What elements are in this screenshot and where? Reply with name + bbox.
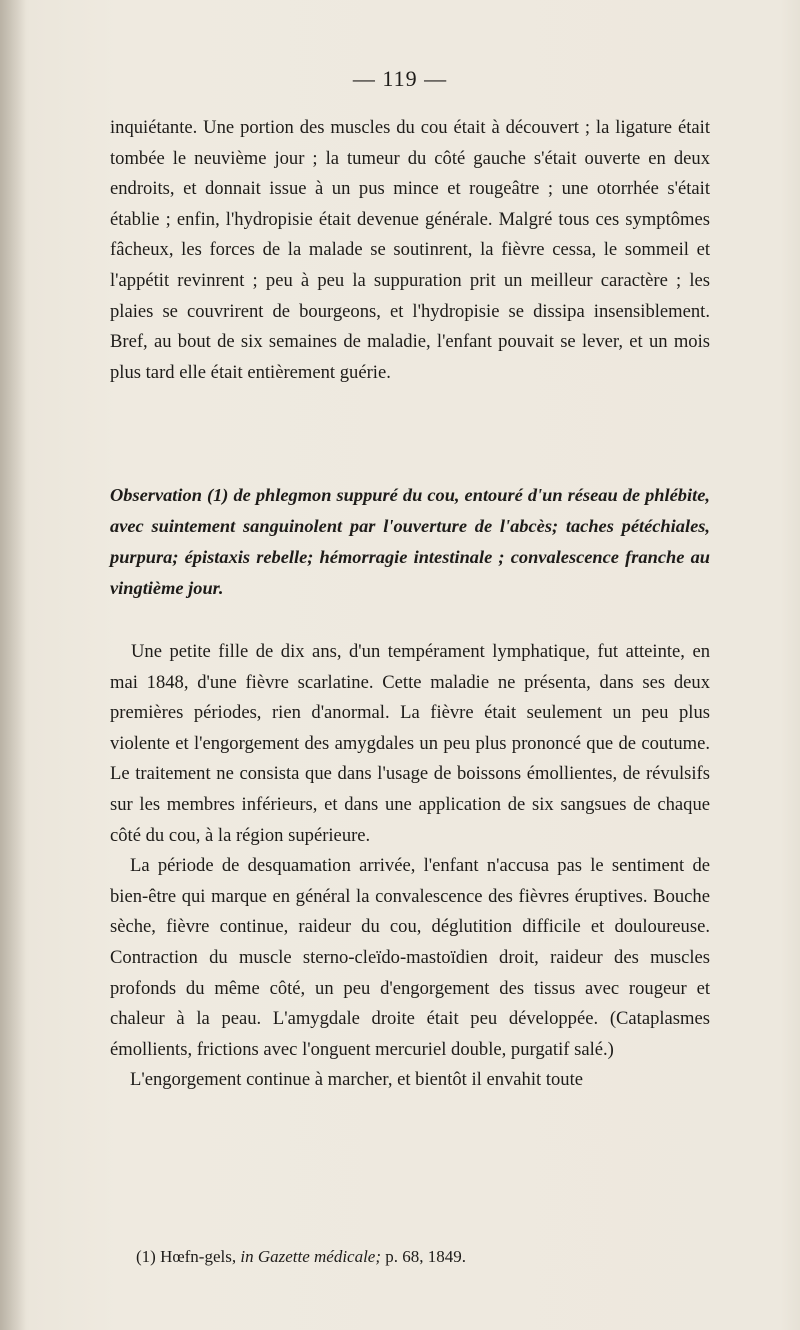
page-number: — 119 — <box>352 66 448 91</box>
footnote-marker: (1) <box>136 1247 156 1266</box>
footnote-author: Hœfn-gels, <box>160 1247 237 1266</box>
case-body <box>110 637 710 1096</box>
observation-heading: Observation (1) de phlegmon suppuré du cou, entouré d'un réseau de phlébite, avec suintement sanguinolent par l'ouverture de l'abcès; taches pétéchiales, purpura; épistaxis rebelle; hémorragie intestinale ; convalescence franche au vingtième jour. <box>110 485 710 598</box>
footnote-ref: p. 68, 1849. <box>385 1247 467 1266</box>
paragraph-text: Une petite fille de dix ans, d'un tempérament lymphatique, fut atteinte, en mai 1848, d'une fièvre scarlatine. Cette maladie ne présenta, dans ses deux premières périodes, rien d'anormal. La fièvre était seulement un peu plus violente et l'engorgement des amygdales un peu plus prononcé que de coutume. Le traitement ne consista que dans l'usage de boissons émollientes, de révulsifs sur les membres inférieurs, et dans une application de six sangsues de chaque côté du cou, à la région supérieure. <box>110 641 710 846</box>
binding-shadow <box>0 0 26 1330</box>
footnote-source: in Gazette médicale; <box>240 1247 382 1266</box>
footnote <box>136 1245 716 1269</box>
paragraph-text: inquiétante. Une portion des muscles du cou était à découvert ; la ligature était tombée le neuvième jour ; la tumeur du côté gauche s'était ouverte en deux endroits, et donnait issue à un pus mince et rougeâtre ; une otorrhée s'était établie ; enfin, l'hydropisie était devenue générale. Malgré tous ces symptômes fâcheux, les forces de la malade se soutinrent, la fièvre cessa, le sommeil et l'appétit revinrent ; peu à peu la suppuration prit un meilleur caractère ; les plaies se couvrirent de bourgeons, et l'hydropisie se dissipa insensiblement. Bref, au bout de six semaines de maladie, l'enfant pouvait se lever, et un mois plus tard elle était entièrement guérie. <box>110 117 710 383</box>
paragraph-text: L'engorgement continue à marcher, et bientôt il envahit toute <box>130 1069 584 1091</box>
paragraph-text: La période de desquamation arrivée, l'enfant n'accusa pas le sentiment de bien-être qui marque en général la convalescence des fièvres éruptives. Bouche sèche, fièvre continue, raideur du cou, déglutition difficile et douloureuse. Contraction du muscle sterno-cleïdo-mastoïdien droit, raideur des muscles profonds du même côté, un peu d'engorgement des tissus avec rougeur et chaleur à la peau. L'amygdale droite était peu développée. (Cataplasmes émollients, frictions avec l'onguent mercuriel double, purgatif salé.) <box>110 855 710 1060</box>
continued-paragraph <box>110 113 710 388</box>
